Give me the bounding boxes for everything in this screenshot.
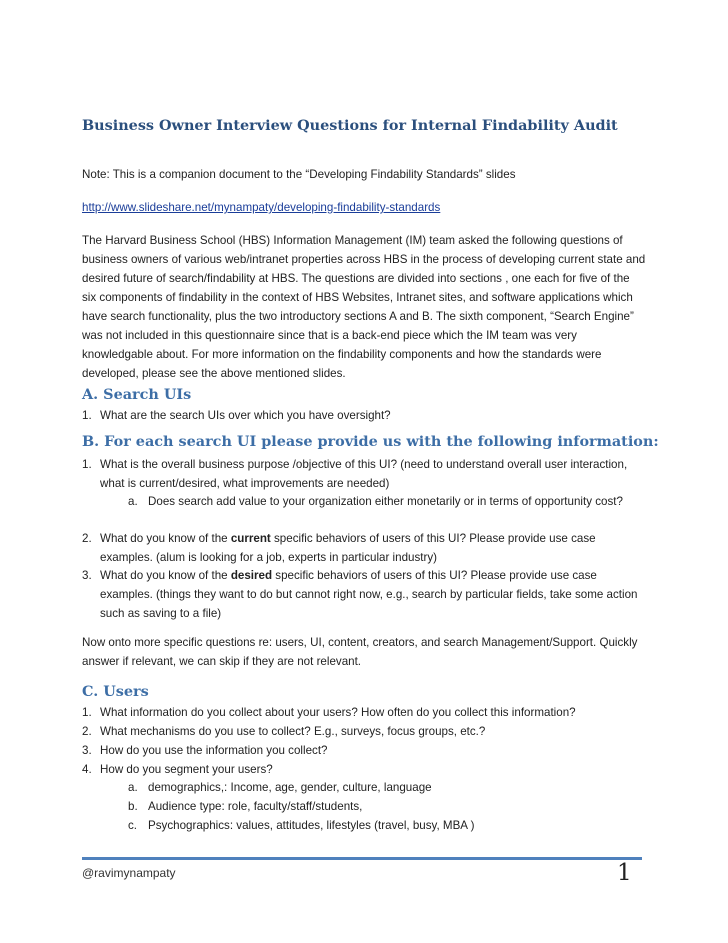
question-text — [100, 529, 644, 567]
subitem-text: Audience type: role, faculty/staff/students, — [148, 800, 363, 813]
question-text: How do you use the information you collect? — [100, 744, 328, 757]
question-text: What are the search UIs over which you have oversight? — [100, 409, 391, 422]
section-c-subitem-b — [128, 797, 638, 816]
list-number: 4. — [82, 763, 92, 776]
section-a-question-1 — [82, 406, 644, 425]
subitem-text: demographics,: Income, age, gender, culture, language — [148, 781, 432, 794]
page-number: 1 — [617, 860, 632, 886]
list-letter: b. — [128, 800, 138, 813]
section-b-question-1a — [128, 492, 638, 511]
list-number: 1. — [82, 409, 92, 422]
list-number: 2. — [82, 532, 92, 545]
question-text: How do you segment your users? — [100, 763, 273, 776]
list-number: 3. — [82, 569, 92, 582]
question-text-pre: What do you know of the — [100, 569, 231, 582]
section-c-question-2 — [82, 722, 644, 741]
slides-link[interactable]: http://www.slideshare.net/mynampaty/developing-findability-standards — [82, 201, 441, 214]
question-text-post: specific behaviors of users of this UI? Please provide use case examples. (things they want to do but cannot right now, e.g., search by particular fields, take some action such as saving to a file) — [100, 569, 638, 620]
section-c-question-4 — [82, 760, 644, 779]
list-number: 1. — [82, 458, 92, 471]
intro-paragraph: The Harvard Business School (HBS) Information Management (IM) team asked the following questions of business owners of various web/intranet properties across HBS in the process of developing current state and desired future of search/findability at HBS. The questions are divided into sections , one each for five of the six components of findability in the context of HBS Websites, Intranet sites, and software applications which have search functionality, plus the two introductory sections A and B. The sixth component, “Search Engine” was not included in this questionnaire since that is a back-end piece which the IM team was very knowledgable about. For more information on the findability components and how the standards were developed, please see the above mentioned slides. — [82, 234, 646, 380]
list-number: 2. — [82, 725, 92, 738]
footer-divider — [82, 857, 642, 860]
section-c-question-1 — [82, 703, 644, 722]
section-c-subitem-a — [128, 778, 638, 797]
question-text: What is the overall business purpose /objective of this UI? (need to understand overall user interaction, what is current/desired, what improvements are needed) — [100, 458, 628, 490]
emphasis-desired: desired — [230, 569, 273, 582]
section-a-heading: A. Search UIs — [82, 386, 192, 403]
section-b-heading: B. For each search UI please provide us with the following information: — [82, 433, 659, 450]
subitem-text: Psychographics: values, attitudes, lifestyles (travel, busy, MBA ) — [148, 819, 475, 832]
list-letter: c. — [128, 819, 138, 832]
list-number: 3. — [82, 744, 92, 757]
question-text-post: specific behaviors of users of this UI? Please provide use case examples. (alum is looking for a job, experts in particular industry) — [100, 532, 596, 564]
section-b-question-1 — [82, 455, 644, 493]
section-c-question-3 — [82, 741, 644, 760]
section-c-heading: C. Users — [82, 683, 149, 700]
slides-link-paragraph — [82, 198, 646, 217]
section-b-question-2 — [82, 529, 644, 567]
list-letter: a. — [128, 781, 138, 794]
companion-note: Note: This is a companion document to the “Developing Findability Standards” slides — [82, 168, 516, 181]
question-text: What information do you collect about your users? How often do you collect this information? — [100, 706, 576, 719]
list-number: 1. — [82, 706, 92, 719]
question-text: Does search add value to your organization either monetarily or in terms of opportunity cost? — [148, 495, 623, 508]
section-b-question-3 — [82, 566, 644, 623]
document-title: Business Owner Interview Questions for Internal Findability Audit — [82, 117, 618, 134]
question-text-pre: What do you know of the — [100, 532, 231, 545]
question-text: What mechanisms do you use to collect? E.g., surveys, focus groups, etc.? — [100, 725, 486, 738]
question-text — [100, 566, 644, 623]
section-c-subitem-c — [128, 816, 638, 835]
list-letter: a. — [128, 495, 138, 508]
transition-paragraph: Now onto more specific questions re: users, UI, content, creators, and search Management/Support. Quickly answer if relevant, we can skip if they are not relevant. — [82, 636, 638, 668]
footer-handle: @ravimynampaty — [82, 866, 176, 880]
emphasis-current: current — [230, 532, 271, 545]
